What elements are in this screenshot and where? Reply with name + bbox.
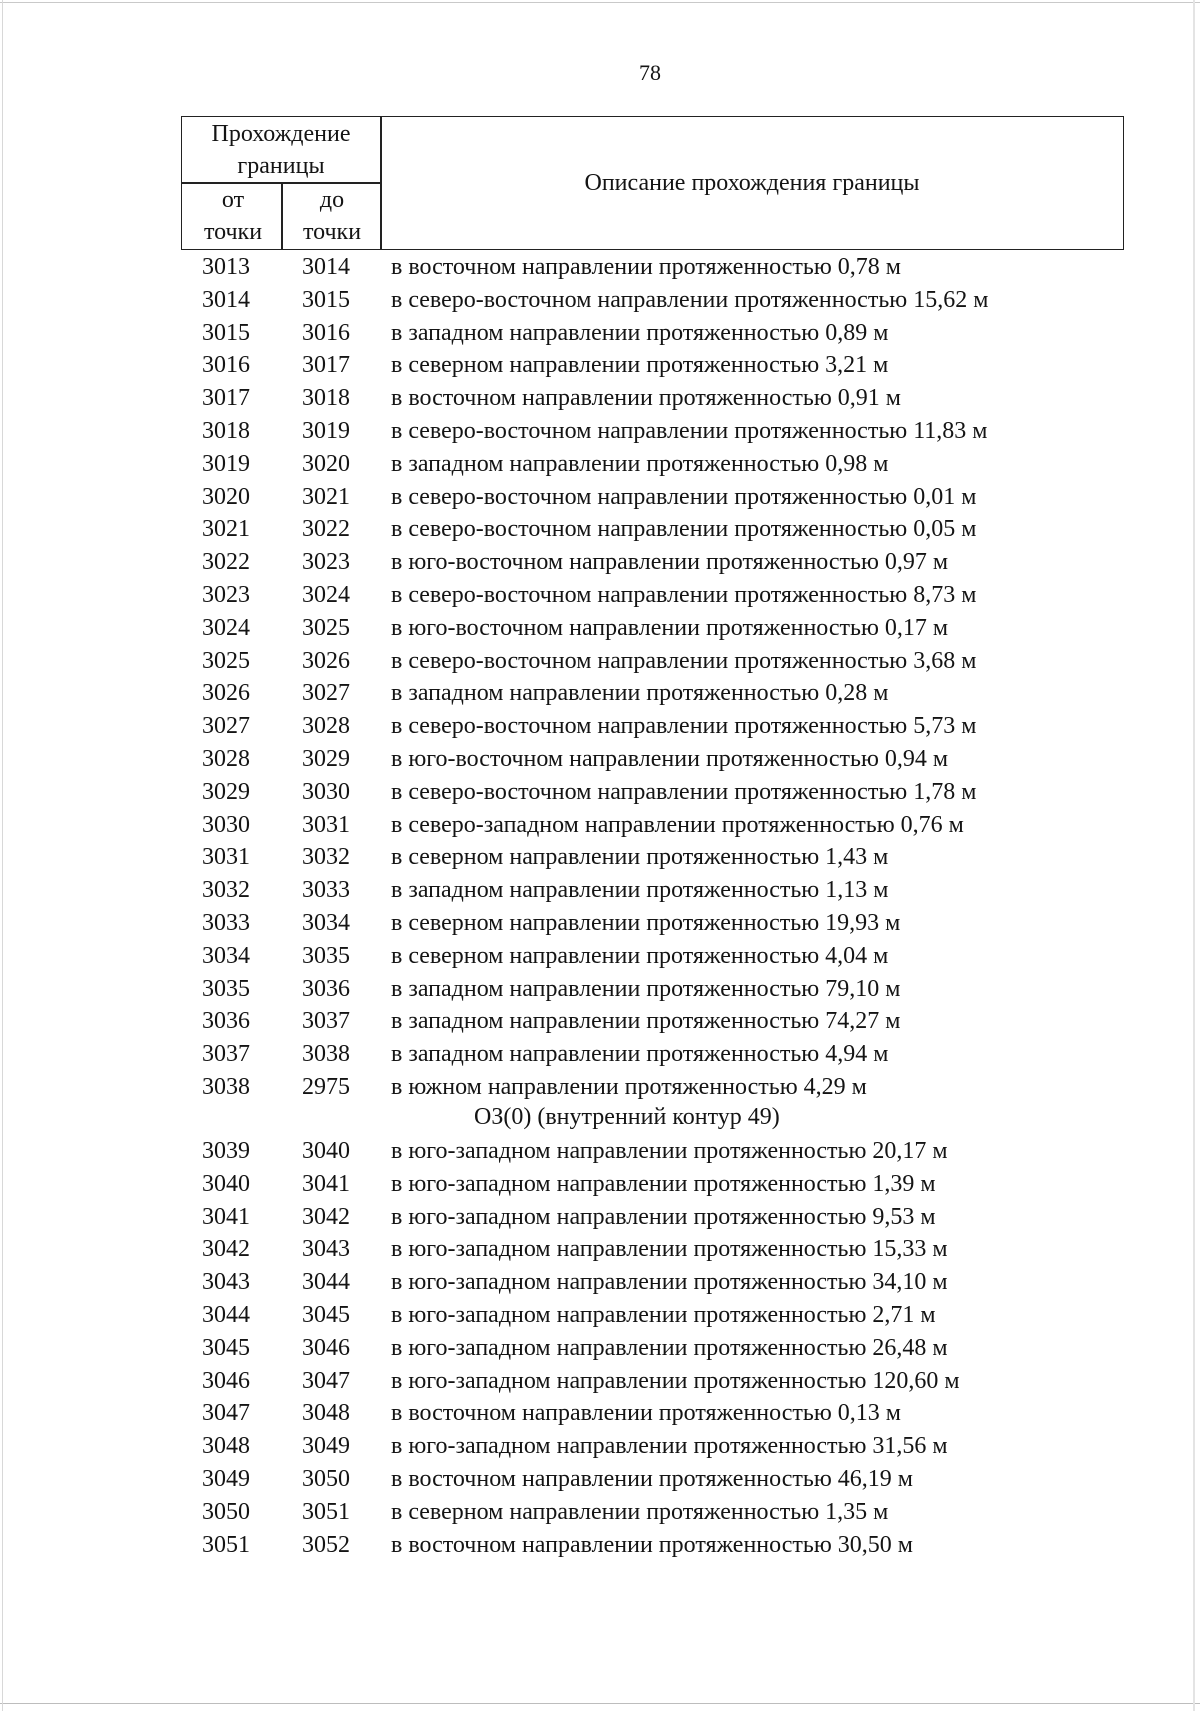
- table-row: [0, 1266, 1200, 1299]
- from-point: 3048: [202, 1433, 250, 1460]
- from-point: 3036: [202, 1008, 250, 1035]
- from-point: 3029: [202, 778, 250, 805]
- from-point: 3051: [202, 1531, 250, 1558]
- to-point: 3052: [302, 1531, 350, 1558]
- from-point: 3027: [202, 713, 250, 740]
- from-point: 3034: [202, 942, 250, 969]
- from-point: 3024: [202, 614, 250, 641]
- table-row: [0, 1365, 1200, 1398]
- to-point: 3019: [302, 418, 350, 444]
- from-point: 3043: [202, 1269, 250, 1296]
- from-point: 3041: [202, 1203, 250, 1230]
- from-point: 3033: [202, 910, 250, 936]
- segment-description: в западном направлении протяженностью 4,94 м: [391, 1041, 889, 1068]
- segment-description: в юго-западном направлении протяженностью 120,60 м: [391, 1367, 960, 1394]
- segment-description: в восточном направлении протяженностью 0,91 м: [391, 385, 901, 412]
- from-point: 3022: [202, 549, 250, 576]
- to-point: 3031: [302, 811, 350, 838]
- table-row: [0, 1332, 1200, 1365]
- to-point: 3015: [302, 286, 350, 313]
- table-row: [0, 415, 1200, 448]
- segment-description: в юго-восточном направлении протяженностью 0,94 м: [391, 746, 949, 772]
- from-point: 3038: [202, 1074, 250, 1100]
- segment-description: в юго-западном направлении протяженностью 15,33 м: [391, 1236, 948, 1263]
- segment-description: в северном направлении протяженностью 19,93 м: [391, 910, 901, 936]
- to-point: 3043: [302, 1236, 350, 1263]
- from-point: 3050: [202, 1498, 250, 1525]
- table-row: [0, 677, 1200, 710]
- table-row: [0, 481, 1200, 514]
- to-point: 3027: [302, 680, 350, 707]
- table-row: [0, 546, 1200, 579]
- from-point: 3023: [202, 582, 250, 608]
- to-point: 3022: [302, 516, 350, 543]
- from-point: 3013: [202, 254, 250, 280]
- table-row: [0, 940, 1200, 973]
- table-row: [0, 1168, 1200, 1201]
- to-point: 3032: [302, 844, 350, 871]
- from-point: 3028: [202, 746, 250, 772]
- segment-description: в северо-восточном направлении протяженностью 15,62 м: [391, 286, 989, 313]
- from-point: 3039: [202, 1138, 250, 1164]
- table-row: [0, 448, 1200, 481]
- from-point: 3018: [202, 418, 250, 444]
- from-point: 3049: [202, 1466, 250, 1492]
- segment-description: в юго-западном направлении протяженностью 2,71 м: [391, 1302, 936, 1328]
- segment-description: в юго-западном направлении протяженностью 34,10 м: [391, 1269, 948, 1296]
- table-row: [0, 1496, 1200, 1529]
- table-row: [0, 1430, 1200, 1463]
- to-point: 3021: [302, 483, 350, 510]
- table-row: [0, 382, 1200, 415]
- table-row: [0, 1038, 1200, 1071]
- segment-description: в юго-западном направлении протяженностью 20,17 м: [391, 1138, 948, 1164]
- segment-description: в западном направлении протяженностью 0,98 м: [391, 450, 889, 477]
- table-row: [0, 809, 1200, 842]
- segment-description: в юго-западном направлении протяженностью 31,56 м: [391, 1433, 948, 1460]
- table-row: [0, 874, 1200, 907]
- segment-description: в восточном направлении протяженностью 0,78 м: [391, 254, 901, 280]
- scan-edge-top: [0, 2, 1200, 3]
- from-point: 3030: [202, 811, 250, 838]
- to-point: 3030: [302, 778, 350, 805]
- to-point: 3049: [302, 1433, 350, 1460]
- header-description-label: Описание прохождения границы: [584, 170, 920, 196]
- table-row: [0, 1201, 1200, 1234]
- table-row: [0, 1071, 1200, 1104]
- to-point: 3041: [302, 1170, 350, 1197]
- from-point: 3044: [202, 1302, 250, 1328]
- from-point: 3046: [202, 1367, 250, 1394]
- page-number: 78: [639, 60, 661, 85]
- table-row: [0, 1463, 1200, 1496]
- segment-description: в северном направлении протяженностью 1,43 м: [391, 844, 889, 871]
- to-point: 3024: [302, 582, 350, 608]
- header-group-label: Прохождение границы: [211, 121, 351, 179]
- from-point: 3032: [202, 877, 250, 904]
- segment-description: в западном направлении протяженностью 0,89 м: [391, 319, 889, 346]
- segment-description: в северном направлении протяженностью 1,35 м: [391, 1498, 889, 1525]
- segment-description: в юго-западном направлении протяженностью 9,53 м: [391, 1203, 936, 1230]
- table-row: [0, 743, 1200, 776]
- table-row: [0, 776, 1200, 809]
- segment-description: в северо-восточном направлении протяженностью 3,68 м: [391, 647, 977, 674]
- header-to-label: до точки: [302, 187, 362, 245]
- from-point: 3045: [202, 1334, 250, 1361]
- to-point: 3033: [302, 877, 350, 904]
- segment-description: в восточном направлении протяженностью 46,19 м: [391, 1466, 913, 1492]
- to-point: 3045: [302, 1302, 350, 1328]
- table-row: [0, 579, 1200, 612]
- to-point: 3026: [302, 647, 350, 674]
- to-point: 3040: [302, 1138, 350, 1164]
- from-point: 3017: [202, 385, 250, 412]
- table-row: [0, 251, 1200, 284]
- to-point: 3048: [302, 1400, 350, 1427]
- to-point: 3046: [302, 1334, 350, 1361]
- segment-description: в юго-западном направлении протяженностью 1,39 м: [391, 1170, 936, 1197]
- to-point: 3025: [302, 614, 350, 641]
- segment-description: в северо-восточном направлении протяженностью 11,83 м: [391, 418, 988, 444]
- segment-description: в восточном направлении протяженностью 30,50 м: [391, 1531, 913, 1558]
- table-row: [0, 645, 1200, 678]
- table-row: [0, 1233, 1200, 1266]
- segment-description: в северном направлении протяженностью 4,04 м: [391, 942, 889, 969]
- section-title: ОЗ(0) (внутренний контур 49): [474, 1104, 780, 1130]
- to-point: 3038: [302, 1041, 350, 1068]
- from-point: 3035: [202, 975, 250, 1002]
- header-from-label: от точки: [203, 187, 263, 245]
- segment-description: в западном направлении протяженностью 0,28 м: [391, 680, 889, 707]
- to-point: 3044: [302, 1269, 350, 1296]
- segment-description: в юго-восточном направлении протяженностью 0,97 м: [391, 549, 949, 576]
- to-point: 3023: [302, 549, 350, 576]
- to-point: 3018: [302, 385, 350, 412]
- table-row: [0, 1397, 1200, 1430]
- table-row: [0, 973, 1200, 1006]
- table-header: [181, 116, 1124, 250]
- from-point: 3016: [202, 352, 250, 379]
- to-point: 3050: [302, 1466, 350, 1492]
- table-row: [0, 710, 1200, 743]
- to-point: 3028: [302, 713, 350, 740]
- header-divider-from-to: [281, 182, 283, 249]
- to-point: 3014: [302, 254, 350, 280]
- segment-description: в юго-восточном направлении протяженностью 0,17 м: [391, 614, 949, 641]
- from-point: 3042: [202, 1236, 250, 1263]
- table-row: [0, 612, 1200, 645]
- segment-description: в северном направлении протяженностью 3,21 м: [391, 352, 889, 379]
- table-row: [0, 513, 1200, 546]
- segment-description: в южном направлении протяженностью 4,29 м: [391, 1074, 867, 1100]
- from-point: 3047: [202, 1400, 250, 1427]
- table-row: [0, 1529, 1200, 1562]
- to-point: 3036: [302, 975, 350, 1002]
- to-point: 3017: [302, 352, 350, 379]
- to-point: 3034: [302, 910, 350, 936]
- from-point: 3019: [202, 450, 250, 477]
- from-point: 3026: [202, 680, 250, 707]
- table-row: [0, 1005, 1200, 1038]
- table-row: [0, 907, 1200, 940]
- segment-description: в западном направлении протяженностью 1,13 м: [391, 877, 889, 904]
- to-point: 2975: [302, 1074, 350, 1100]
- from-point: 3025: [202, 647, 250, 674]
- segment-description: в северо-восточном направлении протяженностью 8,73 м: [391, 582, 977, 608]
- to-point: 3037: [302, 1008, 350, 1035]
- to-point: 3020: [302, 450, 350, 477]
- from-point: 3021: [202, 516, 250, 543]
- table-row: [0, 1299, 1200, 1332]
- segment-description: в северо-восточном направлении протяженностью 5,73 м: [391, 713, 977, 740]
- segment-description: в северо-западном направлении протяженностью 0,76 м: [391, 811, 964, 838]
- segment-description: в северо-восточном направлении протяженностью 0,01 м: [391, 483, 977, 510]
- from-point: 3031: [202, 844, 250, 871]
- segment-description: в восточном направлении протяженностью 0,13 м: [391, 1400, 901, 1427]
- from-point: 3040: [202, 1170, 250, 1197]
- segment-description: в юго-западном направлении протяженностью 26,48 м: [391, 1334, 948, 1361]
- from-point: 3020: [202, 483, 250, 510]
- to-point: 3035: [302, 942, 350, 969]
- segment-description: в северо-восточном направлении протяженностью 1,78 м: [391, 778, 977, 805]
- to-point: 3016: [302, 319, 350, 346]
- table-row: [0, 349, 1200, 382]
- table-row: [0, 1135, 1200, 1168]
- segment-description: в западном направлении протяженностью 74,27 м: [391, 1008, 901, 1035]
- from-point: 3037: [202, 1041, 250, 1068]
- from-point: 3014: [202, 286, 250, 313]
- table-row: [0, 317, 1200, 350]
- scan-edge-bottom: [0, 1703, 1200, 1704]
- to-point: 3051: [302, 1498, 350, 1525]
- table-row: [0, 841, 1200, 874]
- from-point: 3015: [202, 319, 250, 346]
- to-point: 3042: [302, 1203, 350, 1230]
- to-point: 3029: [302, 746, 350, 772]
- segment-description: в северо-восточном направлении протяженностью 0,05 м: [391, 516, 977, 543]
- table-row: [0, 284, 1200, 317]
- to-point: 3047: [302, 1367, 350, 1394]
- segment-description: в западном направлении протяженностью 79,10 м: [391, 975, 901, 1002]
